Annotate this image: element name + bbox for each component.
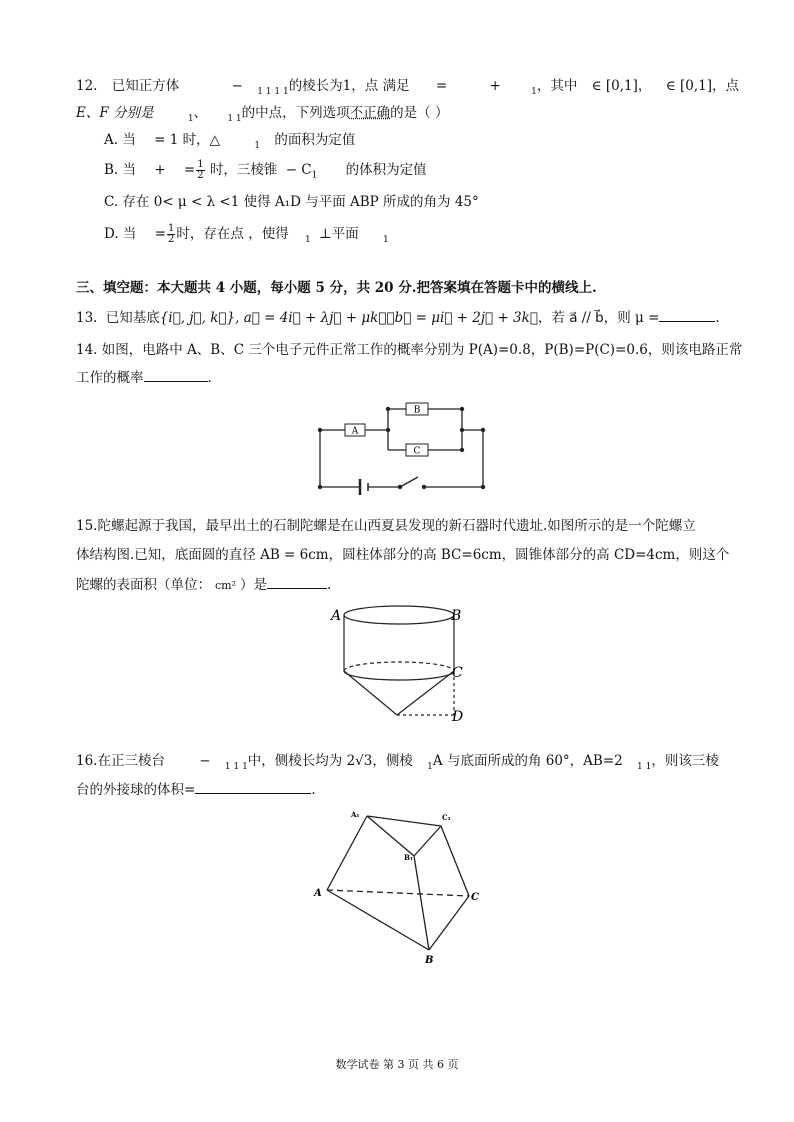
q12-line1: [76, 77, 739, 101]
label-b: B: [425, 955, 434, 966]
q13-answer-blank[interactable]: [659, 308, 715, 322]
component-b-label: B: [413, 405, 421, 416]
frustum-diagram: [305, 806, 495, 968]
label-a: A: [314, 888, 322, 899]
q14-end: .: [207, 370, 212, 386]
q13-number: 13.: [76, 310, 98, 326]
q12-subscript: 1: [531, 86, 537, 97]
q12-text: ∈ [0,1]，点: [665, 78, 740, 94]
q16-text: 台的外接球的体积=: [76, 782, 196, 798]
q13-basis: {i⃗, j⃗, k⃗}: [159, 310, 236, 326]
q12-option-c-text: C. 存在 0< μ < λ <1 使得 A₁D 与平面 ABP 所成的角为 45°: [104, 194, 479, 210]
page-footer: 数学试卷 第 3 页 共 6 页: [335, 1058, 459, 1071]
q12-number: 12.: [76, 78, 98, 94]
q12-option-a-text: = 1 时，△: [154, 132, 221, 148]
q16-subscript: 1 1: [637, 761, 652, 772]
q12-text: −: [231, 78, 243, 94]
q12-subscript: 1: [254, 140, 261, 151]
q15-text: 陀螺的表面积（单位：: [76, 577, 211, 593]
q12-subscript: 1: [383, 234, 389, 245]
cone-left-edge: [344, 671, 397, 715]
edge-c1c: [441, 826, 469, 896]
q12-option-b-text: B. 当: [104, 162, 137, 178]
q15-answer-blank[interactable]: [267, 575, 327, 589]
q16-text: 16.在正三棱台: [76, 753, 165, 769]
q12-option-b-text: =: [183, 162, 196, 178]
q12-option-b-text: − C: [285, 162, 312, 178]
circuit-node: [481, 428, 485, 432]
q13-text: ，若 a⃗ // b⃗，则 μ =: [537, 310, 660, 326]
q12-option-d: [104, 224, 389, 249]
edge-ab: [327, 890, 429, 950]
q15-text: ）是: [240, 577, 268, 593]
section-heading: 三、填空题：本大题共 4 小题，每小题 5 分，共 20 分.把答案填在答题卡中的横线上.: [76, 280, 597, 296]
circuit-node: [481, 485, 485, 489]
q12-text: =: [435, 78, 448, 94]
q12-text: 的是（ ）: [390, 105, 449, 121]
q12-option-b-text: 时，三棱锥: [209, 162, 278, 178]
q12-option-d-text: =: [154, 226, 167, 242]
q16-text: A 与底面所成的角 60°，AB=2: [432, 753, 623, 769]
q12-fraction: [196, 160, 204, 181]
q13-line: [76, 308, 720, 327]
edge-ac-hidden: [327, 890, 469, 896]
edge-a1c1: [367, 816, 441, 826]
q16-end: .: [311, 782, 316, 798]
q12-fraction: [167, 224, 175, 245]
q15-line1: 15.陀螺起源于我国，最早出土的石制陀螺是在山西夏县发现的新石器时代遗址.如图所示的是一个陀螺立: [76, 518, 696, 534]
q15-line3: [76, 575, 331, 595]
circuit-diagram: [300, 395, 500, 499]
edge-a1a: [327, 816, 367, 890]
q12-option-a: [104, 131, 355, 155]
q16-answer-blank[interactable]: [195, 780, 311, 794]
circuit-node: [318, 485, 322, 489]
q12-subscript: 1: [305, 234, 311, 245]
q13-text: 已知基底: [105, 310, 160, 326]
q12-option-a-text: 的面积为定值: [274, 132, 356, 148]
q12-option-c: [104, 193, 479, 211]
q12-option-a-text: A. 当: [104, 132, 136, 148]
circuit-node: [398, 485, 402, 489]
q12-text: +: [489, 78, 501, 94]
q12-text: 的中点，下列选项: [241, 105, 350, 121]
component-c-label: C: [413, 446, 421, 457]
spinning-top-diagram: [325, 600, 475, 728]
q12-subscript: 1: [311, 170, 318, 181]
q14-text: 工作的概率: [76, 370, 144, 386]
q13-vector-b: ，b⃗ = μi⃗ + 2j⃗ + 3k⃗: [386, 310, 538, 326]
circuit-node: [460, 448, 464, 452]
q12-text: 已知正方体: [111, 78, 180, 94]
circuit-node: [386, 407, 390, 411]
q12-option-b-text: +: [154, 162, 166, 178]
q12-subscript: 1 1 1 1: [257, 86, 289, 97]
q14-line1: 14. 如图，电路中 A、B、C 三个电子元件正常工作的概率分别为 P(A)=0.8，P(B)=P(C)=0.6，则该电路正常: [76, 342, 743, 358]
label-d: D: [452, 709, 464, 725]
q12-emphasis: 不正确: [349, 105, 391, 121]
q13-end: .: [715, 310, 720, 326]
q12-option-d-text: ⊥平面: [319, 226, 359, 242]
q16-line2: [76, 780, 316, 799]
q15-line2: 体结构图.已知，底面圆的直径 AB = 6cm，圆柱体部分的高 BC=6cm，圆锥体部分的高 CD=4cm，则这个: [76, 547, 730, 563]
edge-bc: [429, 896, 469, 950]
label-b: B: [451, 608, 462, 624]
cone-right-edge: [397, 671, 454, 715]
fraction-denominator: 2: [168, 234, 175, 245]
circuit-node: [460, 407, 464, 411]
q15-unit: cm²: [215, 579, 237, 592]
label-a: A: [331, 608, 342, 624]
edge-b1c1: [414, 826, 441, 856]
q16-text: 中，侧棱长均为 2√3，侧棱: [247, 753, 413, 769]
q15-end: .: [327, 577, 332, 593]
fraction-numerator: 1: [197, 159, 204, 170]
top-ellipse: [344, 606, 454, 624]
component-a-label: A: [351, 426, 359, 437]
q12-subscript: 1: [187, 113, 194, 124]
q12-text: ，其中: [536, 78, 578, 94]
label-c: C: [471, 892, 479, 903]
q12-text: E、F 分别是: [76, 105, 154, 121]
q12-text: ∈ [0,1]，: [591, 78, 652, 94]
q12-option-b-text: 的体积为定值: [345, 162, 427, 178]
q16-text: −: [199, 753, 211, 769]
q16-subscript: 1 1 1: [224, 761, 248, 772]
q13-vector-a: , a⃗ = 4i⃗ + λj⃗ + μk⃗: [235, 310, 387, 326]
label-c1: C₁: [442, 813, 451, 822]
q12-text: 的棱长为1，点 满足: [288, 78, 410, 94]
q12-text: 、: [193, 105, 208, 121]
edge-b1b: [414, 856, 429, 950]
fraction-denominator: 2: [197, 170, 204, 181]
q12-line2: [76, 104, 448, 128]
q12-option-b: [104, 160, 427, 185]
switch-lever: [400, 477, 418, 487]
q16-subscript: 1: [427, 761, 433, 772]
q16-line1: [76, 752, 719, 776]
q16-text: ，则该三棱: [651, 753, 719, 769]
q14-line2: [76, 368, 212, 387]
q14-answer-blank[interactable]: [144, 368, 208, 382]
bottom-ellipse-front: [344, 671, 454, 680]
q12-option-d-text: 时，存在点 ，使得: [176, 226, 289, 242]
label-c: C: [452, 665, 463, 681]
fraction-numerator: 1: [168, 223, 175, 234]
bottom-ellipse-back: [344, 662, 454, 671]
circuit-node: [386, 428, 390, 432]
circuit-node: [318, 428, 322, 432]
label-b1: B₁: [404, 853, 413, 862]
q12-subscript: 1 1: [227, 113, 242, 124]
circuit-node: [422, 485, 426, 489]
q12-option-d-text: D. 当: [104, 226, 137, 242]
circuit-node: [460, 428, 464, 432]
label-a1: A₁: [351, 810, 360, 819]
